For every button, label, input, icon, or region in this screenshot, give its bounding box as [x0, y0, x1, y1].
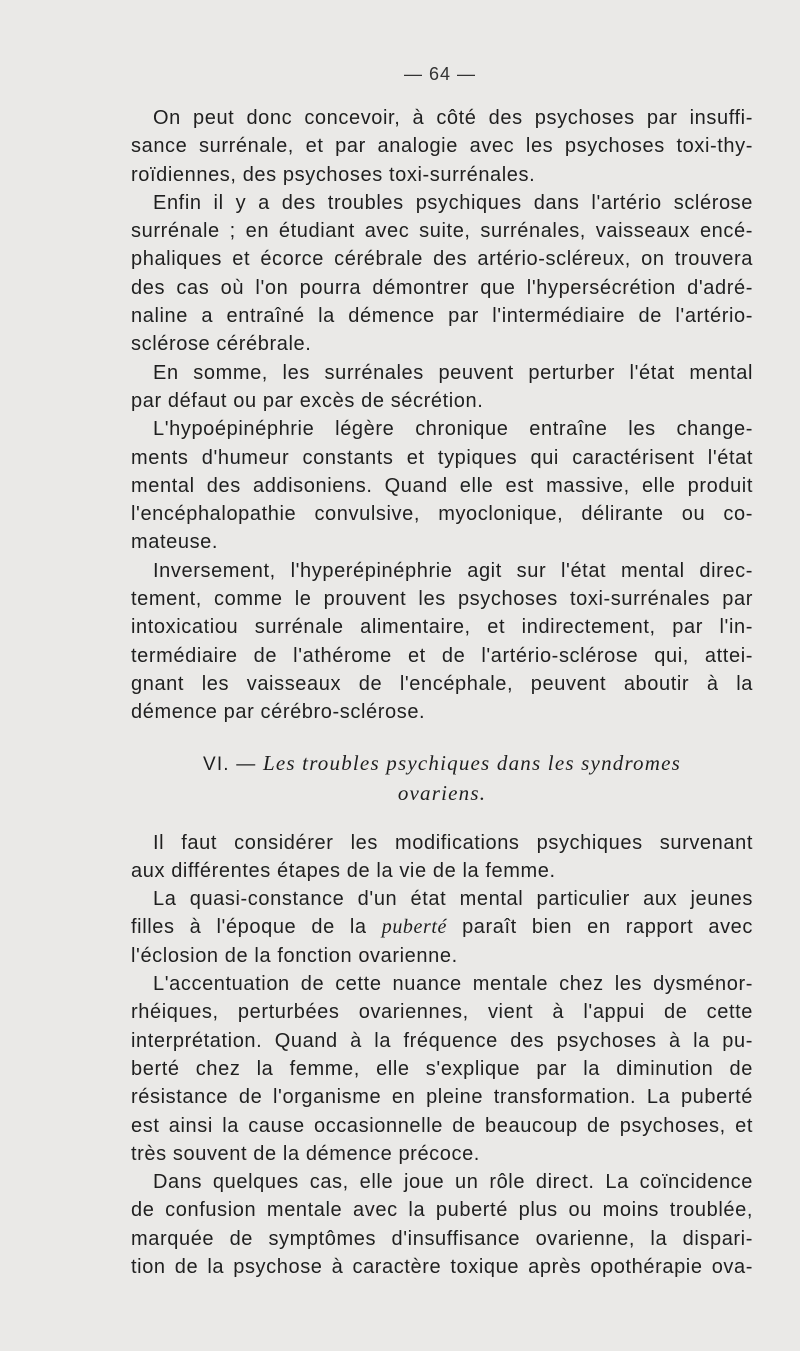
- text-line: surrénale ; en étudiant avec suite, surrénales, vaisseaux encé-: [131, 220, 753, 243]
- text-line: par défaut ou par excès de sécrétion.: [131, 389, 484, 412]
- text-line: ments d'humeur constants et typiques qui caractérisent l'état: [131, 446, 753, 469]
- body-text: [131, 104, 753, 1281]
- text-line: roïdiennes, des psychoses toxi-surrénales.: [131, 163, 536, 186]
- text-line: Il faut considérer les modifications psychiques survenant: [153, 831, 753, 854]
- text-line: démence par cérébro-sclérose.: [131, 701, 426, 724]
- text-line: intoxicatiou surrénale alimentaire, et indirectement, par l'in-: [131, 616, 753, 639]
- text-line: En somme, les surrénales peuvent perturber l'état mental: [153, 361, 753, 384]
- text-line: La quasi-constance d'un état mental particulier aux jeunes: [153, 888, 753, 911]
- section-number: VI. —: [202, 753, 263, 775]
- text-line: mental des addisoniens. Quand elle est massive, elle produit: [131, 474, 753, 497]
- text-line: berté chez la femme, elle s'explique par la diminution de: [131, 1057, 753, 1080]
- italic-word: puberté: [381, 916, 448, 939]
- paragraphs-surrenales: [131, 104, 753, 727]
- text-line: phaliques et écorce cérébrale des artério-scléreux, on trouvera: [131, 248, 753, 271]
- text-line: Enfin il y a des troubles psychiques dans l'artério sclérose: [153, 191, 753, 214]
- page-number: — 64 —: [403, 64, 477, 84]
- text-line: naline a entraîné la démence par l'intermédiaire de l'artério-: [131, 305, 753, 328]
- text-line: est ainsi la cause occasionnelle de beaucoup de psychoses, et: [131, 1114, 753, 1137]
- text-line: aux différentes étapes de la vie de la femme.: [131, 859, 556, 882]
- text-line: sclérose cérébrale.: [131, 333, 312, 356]
- text-line: Inversement, l'hyperépinéphrie agit sur l'état mental direc-: [153, 559, 753, 582]
- paragraphs-ovariens: [131, 829, 753, 1282]
- text-line: gnant les vaisseaux de l'encéphale, peuvent aboutir à la: [131, 672, 753, 695]
- text-line: sance surrénale, et par analogie avec les psychoses toxi-thy-: [131, 135, 753, 158]
- text-line: filles à l'époque de la puberté paraît bien en rapport avec: [131, 916, 753, 939]
- text-line: tion de la psychose à caractère toxique après opothérapie ova-: [131, 1255, 753, 1278]
- text-line: Dans quelques cas, elle joue un rôle direct. La coïncidence: [153, 1171, 753, 1194]
- section-heading: [131, 749, 753, 807]
- text-line: l'encéphalopathie convulsive, myoclonique, délirante ou co-: [131, 503, 753, 526]
- text-line: L'hypoépinéphrie légère chronique entraîne les change-: [153, 418, 753, 441]
- section-title-line2: ovariens.: [397, 780, 487, 805]
- text-line: marquée de symptômes d'insuffisance ovarienne, la dispari-: [131, 1227, 753, 1250]
- section-title-line1: Les troubles psychiques dans les syndromes: [262, 750, 682, 775]
- text-line: très souvent de la démence précoce.: [131, 1142, 480, 1165]
- text-line: mateuse.: [131, 531, 219, 554]
- text-line: résistance de l'organisme en pleine transformation. La puberté: [131, 1086, 753, 1109]
- text-line: des cas où l'on pourra démontrer que l'hypersécrétion d'adré-: [131, 276, 753, 299]
- text-line: rhéiques, perturbées ovariennes, vient à l'appui de cette: [131, 1001, 753, 1024]
- text-line: tement, comme le prouvent les psychoses toxi-surrénales par: [131, 588, 753, 611]
- text-line: On peut donc concevoir, à côté des psychoses par insuffi-: [153, 107, 753, 129]
- text-line: interprétation. Quand à la fréquence des psychoses à la pu-: [131, 1029, 753, 1052]
- text-line: de confusion mentale avec la puberté plus ou moins troublée,: [131, 1199, 753, 1222]
- text-line: L'accentuation de cette nuance mentale chez les dysménor-: [153, 973, 753, 996]
- text-line: termédiaire de l'athérome et de l'artério-sclérose qui, attei-: [131, 644, 753, 667]
- text-line: l'éclosion de la fonction ovarienne.: [131, 944, 458, 967]
